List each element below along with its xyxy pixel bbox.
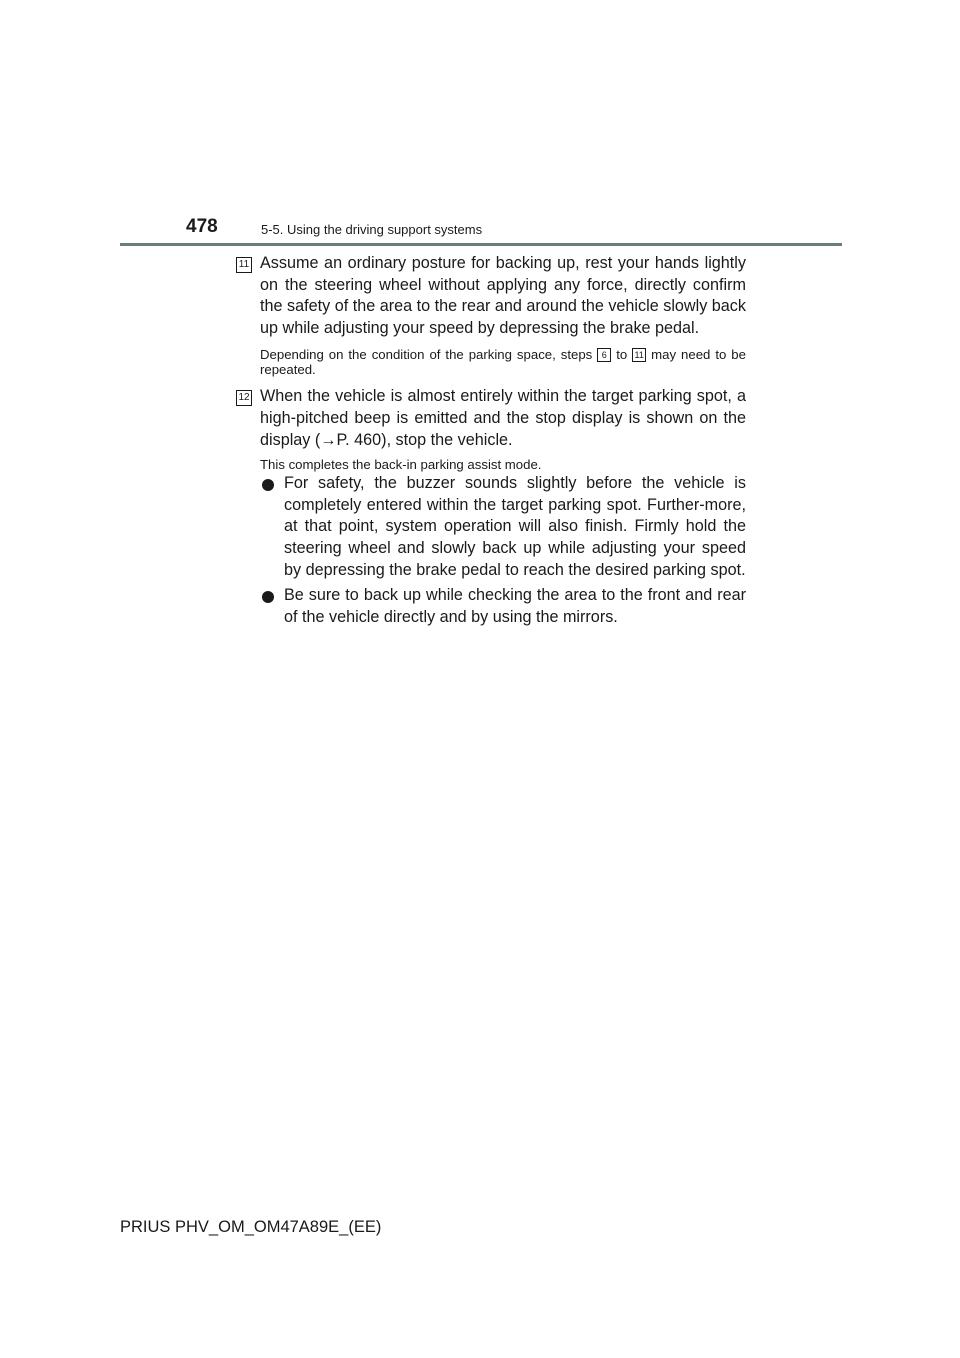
- repeat-note-text: may need to be repeated.: [260, 347, 746, 378]
- step-ref-badge: 6: [597, 348, 611, 362]
- step-ref-badge: 11: [632, 348, 646, 362]
- document-code: PRIUS PHV_OM_OM47A89E_(EE): [120, 1218, 382, 1236]
- bullet-dot-icon: [262, 479, 274, 491]
- step-text: When the vehicle is almost entirely within the target parking spot, a high-pitched beep is emitted and the stop display is shown on the display (→P. 460), stop the vehicle.: [260, 387, 746, 449]
- bullet-item: [260, 585, 746, 628]
- step-11: [236, 253, 746, 339]
- repeat-note-text: Depending on the condition of the parking space, steps: [260, 347, 593, 363]
- repeat-note-text: to: [616, 347, 628, 363]
- bullet-text: For safety, the buzzer sounds slightly before the vehicle is completely entered within the target parking spot. Further-more, at that point, system operation will also finish. Firmly hold the steering wheel and slowly back up while adjusting your speed by depressing the brake pedal to reach the desired parking spot.: [284, 474, 746, 579]
- step-number-badge: 11: [236, 257, 252, 273]
- completion-note: This completes the back-in parking assist mode.: [260, 457, 542, 473]
- bullet-item: [260, 473, 746, 581]
- bullet-dot-icon: [262, 591, 274, 603]
- section-title: 5-5. Using the driving support systems: [261, 222, 483, 237]
- page-number: 478: [186, 216, 218, 237]
- header-divider: [120, 243, 842, 246]
- step-12: [236, 386, 746, 451]
- bullet-text: Be sure to back up while checking the area to the front and rear of the vehicle directly and by using the mirrors.: [284, 586, 746, 626]
- step-number-badge: 12: [236, 390, 252, 406]
- page-content: [236, 253, 746, 628]
- repeat-note: [260, 347, 746, 377]
- step-text: Assume an ordinary posture for backing up, rest your hands lightly on the steering wheel without applying any force, directly confirm the safety of the area to the rear and around the vehicle slowly back up while adjusting your speed by depressing the brake pedal.: [260, 254, 746, 337]
